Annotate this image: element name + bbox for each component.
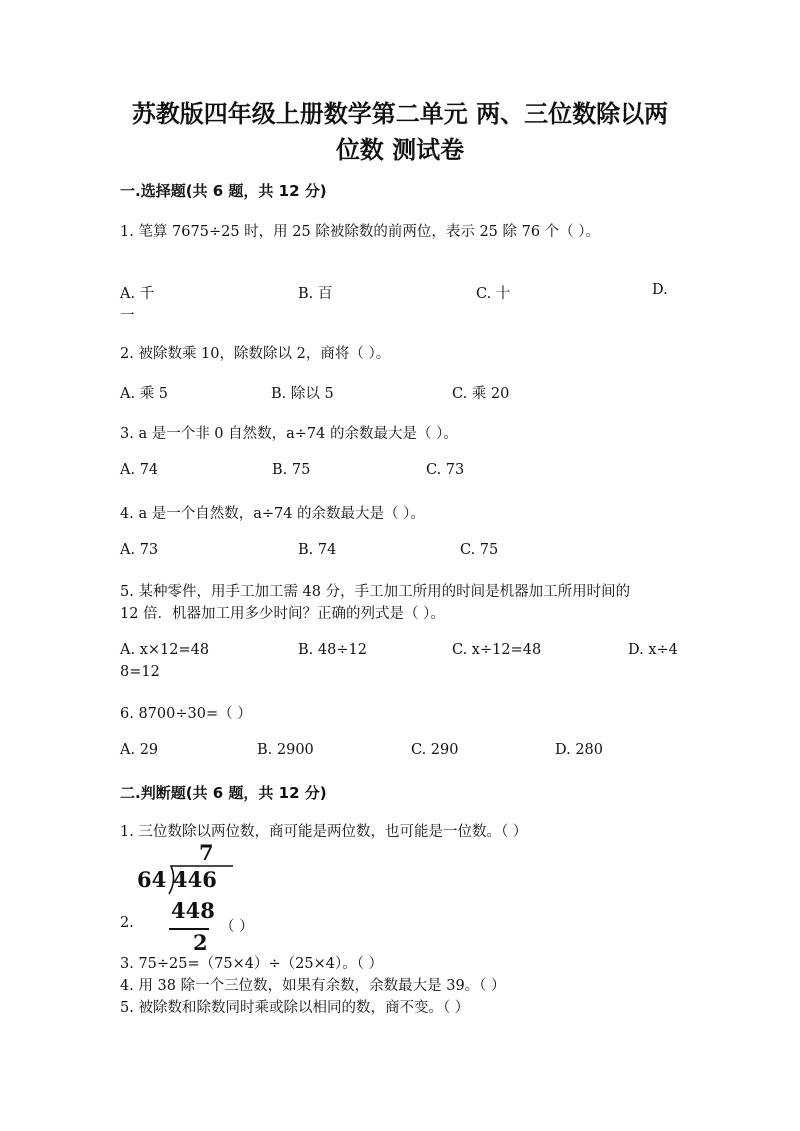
long-division-remainder: 2 <box>193 930 208 955</box>
section-heading-choice: 一.选择题(共 6 题，共 12 分) <box>120 182 327 200</box>
question-1: 1. 笔算 7675÷25 时，用 25 除被除数的前两位，表示 25 除 76 个（ ）。 <box>120 224 601 240</box>
question-5-line1: 5. 某种零件，用手工加工需 48 分，手工加工所用的时间是机器加工所用时间的 <box>120 584 631 600</box>
q5-option-c: C. x÷12=48 <box>452 642 542 658</box>
q2-option-c: C. 乘 20 <box>452 386 510 402</box>
question-4: 4. a 是一个自然数，a÷74 的余数最大是（ ）。 <box>120 506 425 522</box>
q3-option-b: B. 75 <box>272 462 311 478</box>
q5-option-a: A. x×12=48 <box>120 642 210 658</box>
q4-option-c: C. 75 <box>460 542 499 558</box>
q2-option-b: B. 除以 5 <box>271 386 334 402</box>
judgement-1: 1. 三位数除以两位数，商可能是两位数，也可能是一位数。（ ） <box>120 824 528 840</box>
q5-option-d: D. x÷4 <box>628 642 678 658</box>
q1-option-d-wrap: 一 <box>120 308 135 324</box>
q1-option-d: D. <box>652 282 668 298</box>
long-division-dividend: 446 <box>173 867 217 892</box>
page-title-line1: 苏教版四年级上册数学第二单元 两、三位数除以两 <box>131 100 669 128</box>
q2-option-a: A. 乘 5 <box>120 386 169 402</box>
q1-option-c: C. 十 <box>476 286 511 302</box>
q1-option-a: A. 千 <box>120 286 155 302</box>
long-division-product: 448 <box>171 898 215 923</box>
long-division-divisor: 64 <box>137 867 167 892</box>
section-heading-judgement: 二.判断题(共 6 题，共 12 分) <box>120 784 327 802</box>
judgement-3: 3. 75÷25=（75×4）÷（25×4）。（ ） <box>120 956 384 972</box>
question-2: 2. 被除数乘 10，除数除以 2，商将（ ）。 <box>120 346 391 362</box>
long-division-figure <box>135 840 255 960</box>
page-title-line2: 位数 测试卷 <box>335 136 465 164</box>
question-3: 3. a 是一个非 0 自然数，a÷74 的余数最大是（ ）。 <box>120 426 458 442</box>
q6-option-d: D. 280 <box>555 742 604 758</box>
q3-option-c: C. 73 <box>426 462 465 478</box>
q4-option-a: A. 73 <box>120 542 159 558</box>
q5-option-b: B. 48÷12 <box>298 642 367 658</box>
judgement-2-number: 2. <box>120 915 134 931</box>
q3-option-a: A. 74 <box>120 462 159 478</box>
judgement-2-paren: （ ） <box>220 919 254 935</box>
question-5-line2: 12 倍．机器加工用多少时间？正确的列式是（ ）。 <box>120 606 445 622</box>
q5-option-d-wrap: 8=12 <box>120 664 160 680</box>
long-division-quotient: 7 <box>199 840 214 865</box>
judgement-4: 4. 用 38 除一个三位数，如果有余数，余数最大是 39。（ ） <box>120 978 506 994</box>
question-6: 6. 8700÷30=（ ） <box>120 706 252 722</box>
q4-option-b: B. 74 <box>298 542 337 558</box>
q6-option-b: B. 2900 <box>257 742 314 758</box>
q6-option-c: C. 290 <box>411 742 459 758</box>
judgement-5: 5. 被除数和除数同时乘或除以相同的数，商不变。（ ） <box>120 1000 470 1016</box>
q6-option-a: A. 29 <box>120 742 159 758</box>
q1-option-b: B. 百 <box>298 286 333 302</box>
